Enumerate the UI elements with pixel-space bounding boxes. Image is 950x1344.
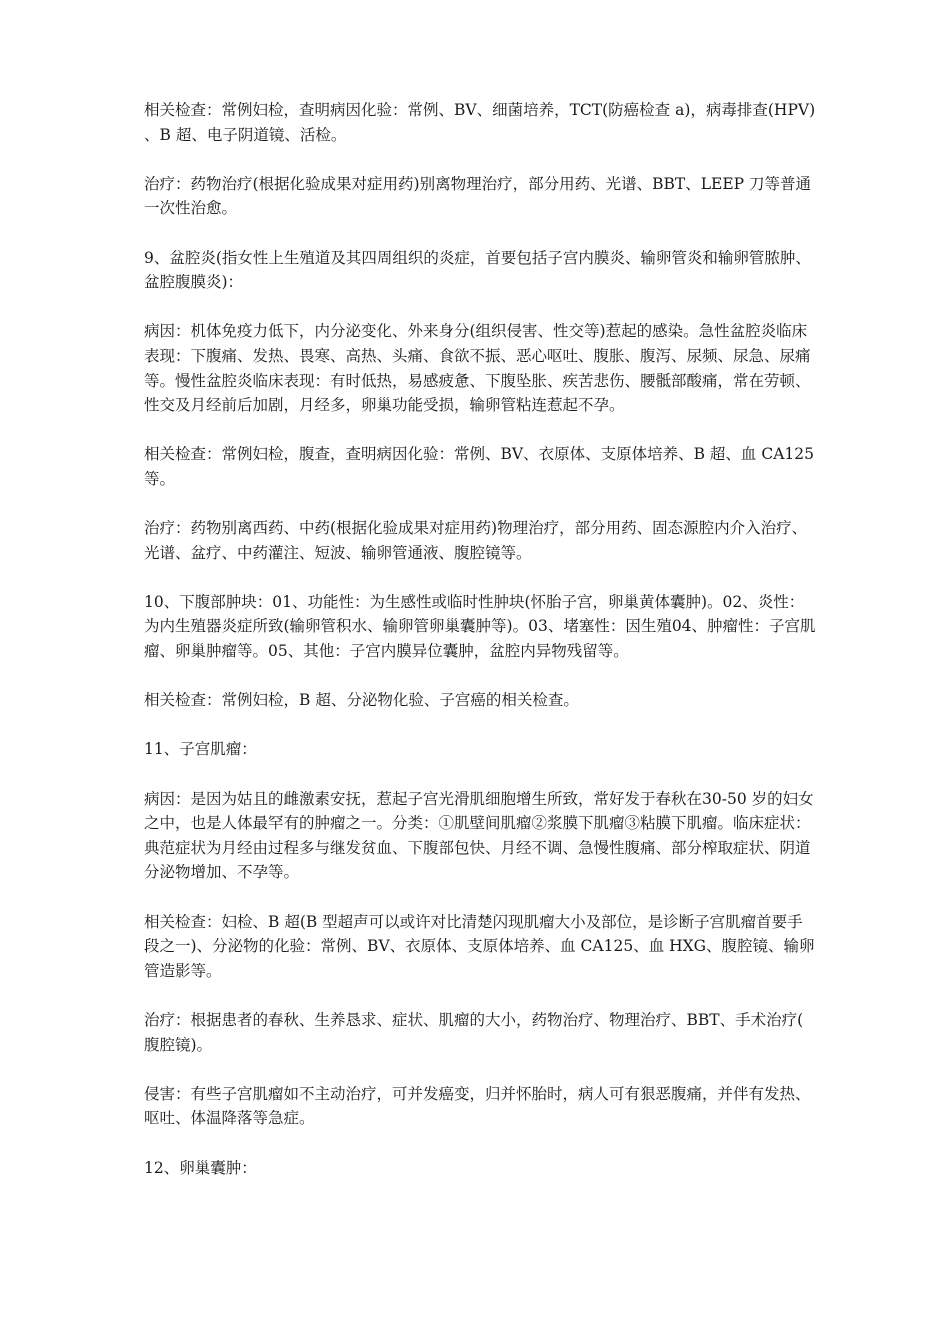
paragraph-harm-uterine-fibroids: 侵害：有些子宫肌瘤如不主动治疗，可并发癌变，归并怀胎时，病人可有狠恶腹痛，并伴有发热、呕吐、体温降落等急症。 [144, 1084, 811, 1128]
paragraph-treatment-vaginitis: 治疗：药物治疗(根据化验成果对症用药)别离物理治疗，部分用药、光谱、BBT、LEEP 刀等普通一次性治愈。 [144, 174, 811, 218]
section-heading-lower-abdominal-mass: 10、下腹部肿块：01、功能性：为生感性或临时性肿块(怀胎子宫，卵巢黄体囊肿)。02、炎性：为内生殖器炎症所致(输卵管积水、输卵管卵巢囊肿等)。03、堵塞性：因生殖04、肿瘤性：子宫肌瘤、卵巢肿瘤等。05、其他：子宫内膜异位囊肿，盆腔内异物残留等。 [144, 592, 816, 661]
section-heading-uterine-fibroids: 11、子宫肌瘤： [144, 740, 257, 759]
section-heading-pelvic-inflammatory-disease: 9、盆腔炎(指女性上生殖道及其四周组织的炎症，首要包括子宫内膜炎、输卵管炎和输卵管脓肿、盆腔腹膜炎)： [144, 248, 811, 292]
paragraph-treatment-pelvic-inflammatory-disease: 治疗：药物别离西药、中药(根据化验成果对症用药)物理治疗，部分用药、固态源腔内介入治疗、光谱、盆疗、中药灌注、短波、输卵管通液、腹腔镜等。 [144, 519, 808, 562]
paragraph-related-exams-pelvic-inflammatory-disease: 相关检查：常例妇检，腹查，查明病因化验：常例、BV、衣原体、支原体培养、B 超、血 CA125 等。 [144, 445, 814, 488]
paragraph-cause-uterine-fibroids: 病因：是因为姑且的雌激素安抚，惹起子宫光滑肌细胞增生所致，常好发于春秋在30-50 岁的妇女之中，也是人体最罕有的肿瘤之一。分类：①肌壁间肌瘤②浆膜下肌瘤③粘膜下肌瘤。临床症状：典范症状为月经由过程多与继发贫血、下腹部包快、月经不调、急慢性腹痛、部分榨取症状、阴道分泌物增加、不孕等。 [144, 789, 814, 882]
section-heading-ovarian-cyst: 12、卵巢囊肿： [144, 1158, 257, 1177]
document-body [144, 98, 816, 1180]
paragraph-related-exams-vaginitis: 相关检查：常例妇检，查明病因化验：常例、BV、细菌培养，TCT(防癌检查 a)，病毒排查(HPV)、B 超、电子阴道镜、活检。 [144, 101, 816, 144]
paragraph-cause-pelvic-inflammatory-disease: 病因：机体免疫力低下，内分泌变化、外来身分(组织侵害、性交等)惹起的感染。急性盆腔炎临床表现：下腹痛、发热、畏寒、高热、头痛、食欲不振、恶心呕吐、腹胀、腹泻、尿频、尿急、尿痛等。慢性盆腔炎临床表现：有时低热，易感疲惫、下腹坠胀、疾苦悲伤、腰骶部酸痛，常在劳顿、性交及月经前后加剧，月经多，卵巢功能受损，输卵管粘连惹起不孕。 [144, 322, 811, 415]
paragraph-related-exams-lower-abdominal-mass: 相关检查：常例妇检，B 超、分泌物化验、子宫癌的相关检查。 [144, 691, 579, 710]
paragraph-treatment-uterine-fibroids: 治疗：根据患者的春秋、生养恳求、症状、肌瘤的大小，药物治疗、物理治疗、BBT、手术治疗(腹腔镜)。 [144, 1010, 804, 1054]
paragraph-related-exams-uterine-fibroids: 相关检查：妇检、B 超(B 型超声可以或许对比清楚闪现肌瘤大小及部位，是诊断子宫肌瘤首要手段之一)、分泌物的化验：常例、BV、衣原体、支原体培养、血 CA125、血 HXG、腹腔镜、输卵管造影等。 [144, 912, 815, 980]
